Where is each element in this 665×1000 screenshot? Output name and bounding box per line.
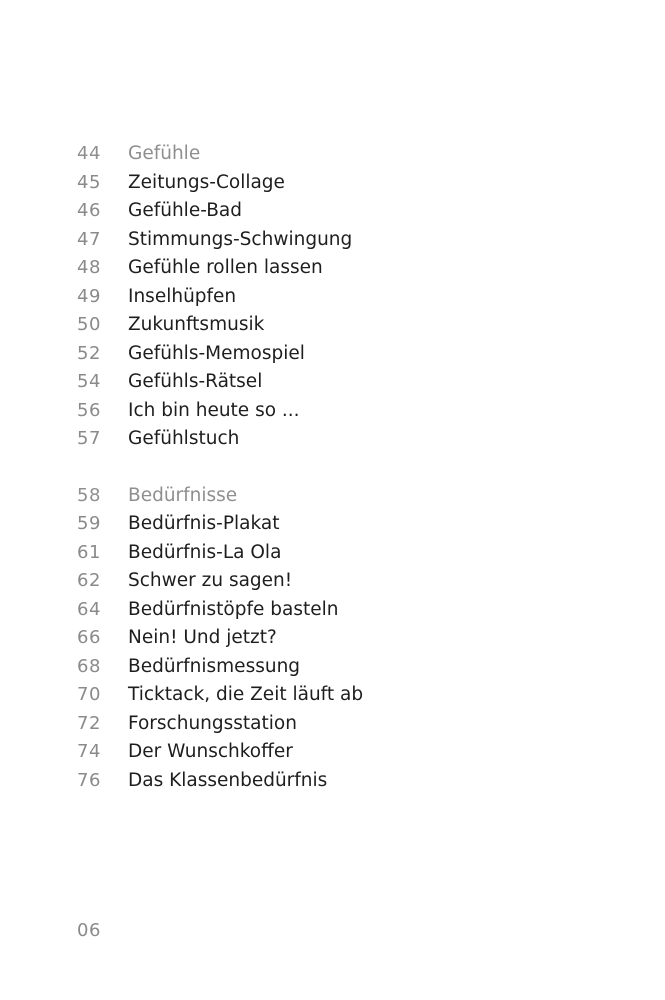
page-number: 57 [77,428,101,449]
section-title: Gefühle [128,143,201,164]
page-number: 49 [77,285,101,307]
page-number: 76 [77,769,101,791]
page-number: 64 [77,598,101,620]
entry-title: Schwer zu sagen! [128,570,293,591]
page-number: 47 [77,228,101,250]
page-number: 66 [77,627,101,648]
toc-entry[interactable] [0,510,665,539]
page-number: 56 [77,399,101,421]
entry-title: Inselhüpfen [128,285,237,307]
toc-entry[interactable] [0,311,665,340]
toc-entry[interactable] [0,653,665,682]
toc-entry[interactable] [0,340,665,369]
entry-title: Gefühls-Memospiel [128,342,305,364]
page-number: 72 [77,712,101,734]
page-number: 48 [77,257,101,278]
toc-entry[interactable] [0,596,665,625]
toc-entry[interactable] [0,425,665,454]
page-number: 50 [77,314,101,335]
page-number: 58 [77,484,101,506]
entry-title: Gefühlstuch [128,428,240,449]
entry-title: Zeitungs-Collage [128,171,285,193]
toc-entry[interactable] [0,254,665,283]
toc-entry[interactable] [0,710,665,739]
toc-entry[interactable] [0,681,665,710]
toc-entry[interactable] [0,197,665,226]
page-number: 44 [77,143,101,164]
entry-title: Forschungsstation [128,712,297,734]
toc-entry[interactable] [0,226,665,255]
page-number: 54 [77,371,101,392]
toc-entry[interactable] [0,738,665,767]
toc-entry[interactable] [0,283,665,312]
table-of-contents [0,140,665,795]
page-number: 45 [77,171,101,193]
toc-entry[interactable] [0,368,665,397]
entry-title: Bedürfnis-La Ola [128,541,282,563]
toc-entry[interactable] [0,397,665,426]
entry-title: Bedürfnismessung [128,655,301,677]
toc-entry[interactable] [0,567,665,596]
toc-entry[interactable] [0,767,665,796]
toc-section-gefuehle [0,140,665,454]
section-title: Bedürfnisse [128,484,238,506]
page-number: 62 [77,570,101,591]
entry-title: Gefühle rollen lassen [128,257,323,278]
page-number: 61 [77,541,101,563]
entry-title: Nein! Und jetzt? [128,627,277,648]
entry-title: Ich bin heute so ... [128,399,300,421]
toc-section-beduerfnisse [0,482,665,796]
entry-title: Bedürfnis-Plakat [128,513,280,534]
page-number: 74 [77,741,101,762]
entry-title: Das Klassenbedürfnis [128,769,328,791]
folio-page-number: 06 [77,920,101,941]
toc-entry[interactable] [0,624,665,653]
section-heading[interactable] [0,482,665,511]
page-number: 46 [77,200,101,221]
entry-title: Stimmungs-Schwingung [128,228,353,250]
page-number: 59 [77,513,101,534]
entry-title: Der Wunschkoffer [128,741,293,762]
page-number: 52 [77,342,101,364]
entry-title: Zukunftsmusik [128,314,265,335]
section-heading[interactable] [0,140,665,169]
page-number: 70 [77,684,101,705]
entry-title: Gefühls-Rätsel [128,371,263,392]
entry-title: Gefühle-Bad [128,200,242,221]
entry-title: Ticktack, die Zeit läuft ab [128,684,364,705]
entry-title: Bedürfnistöpfe basteln [128,598,339,620]
toc-entry[interactable] [0,169,665,198]
page-number: 68 [77,655,101,677]
toc-entry[interactable] [0,539,665,568]
